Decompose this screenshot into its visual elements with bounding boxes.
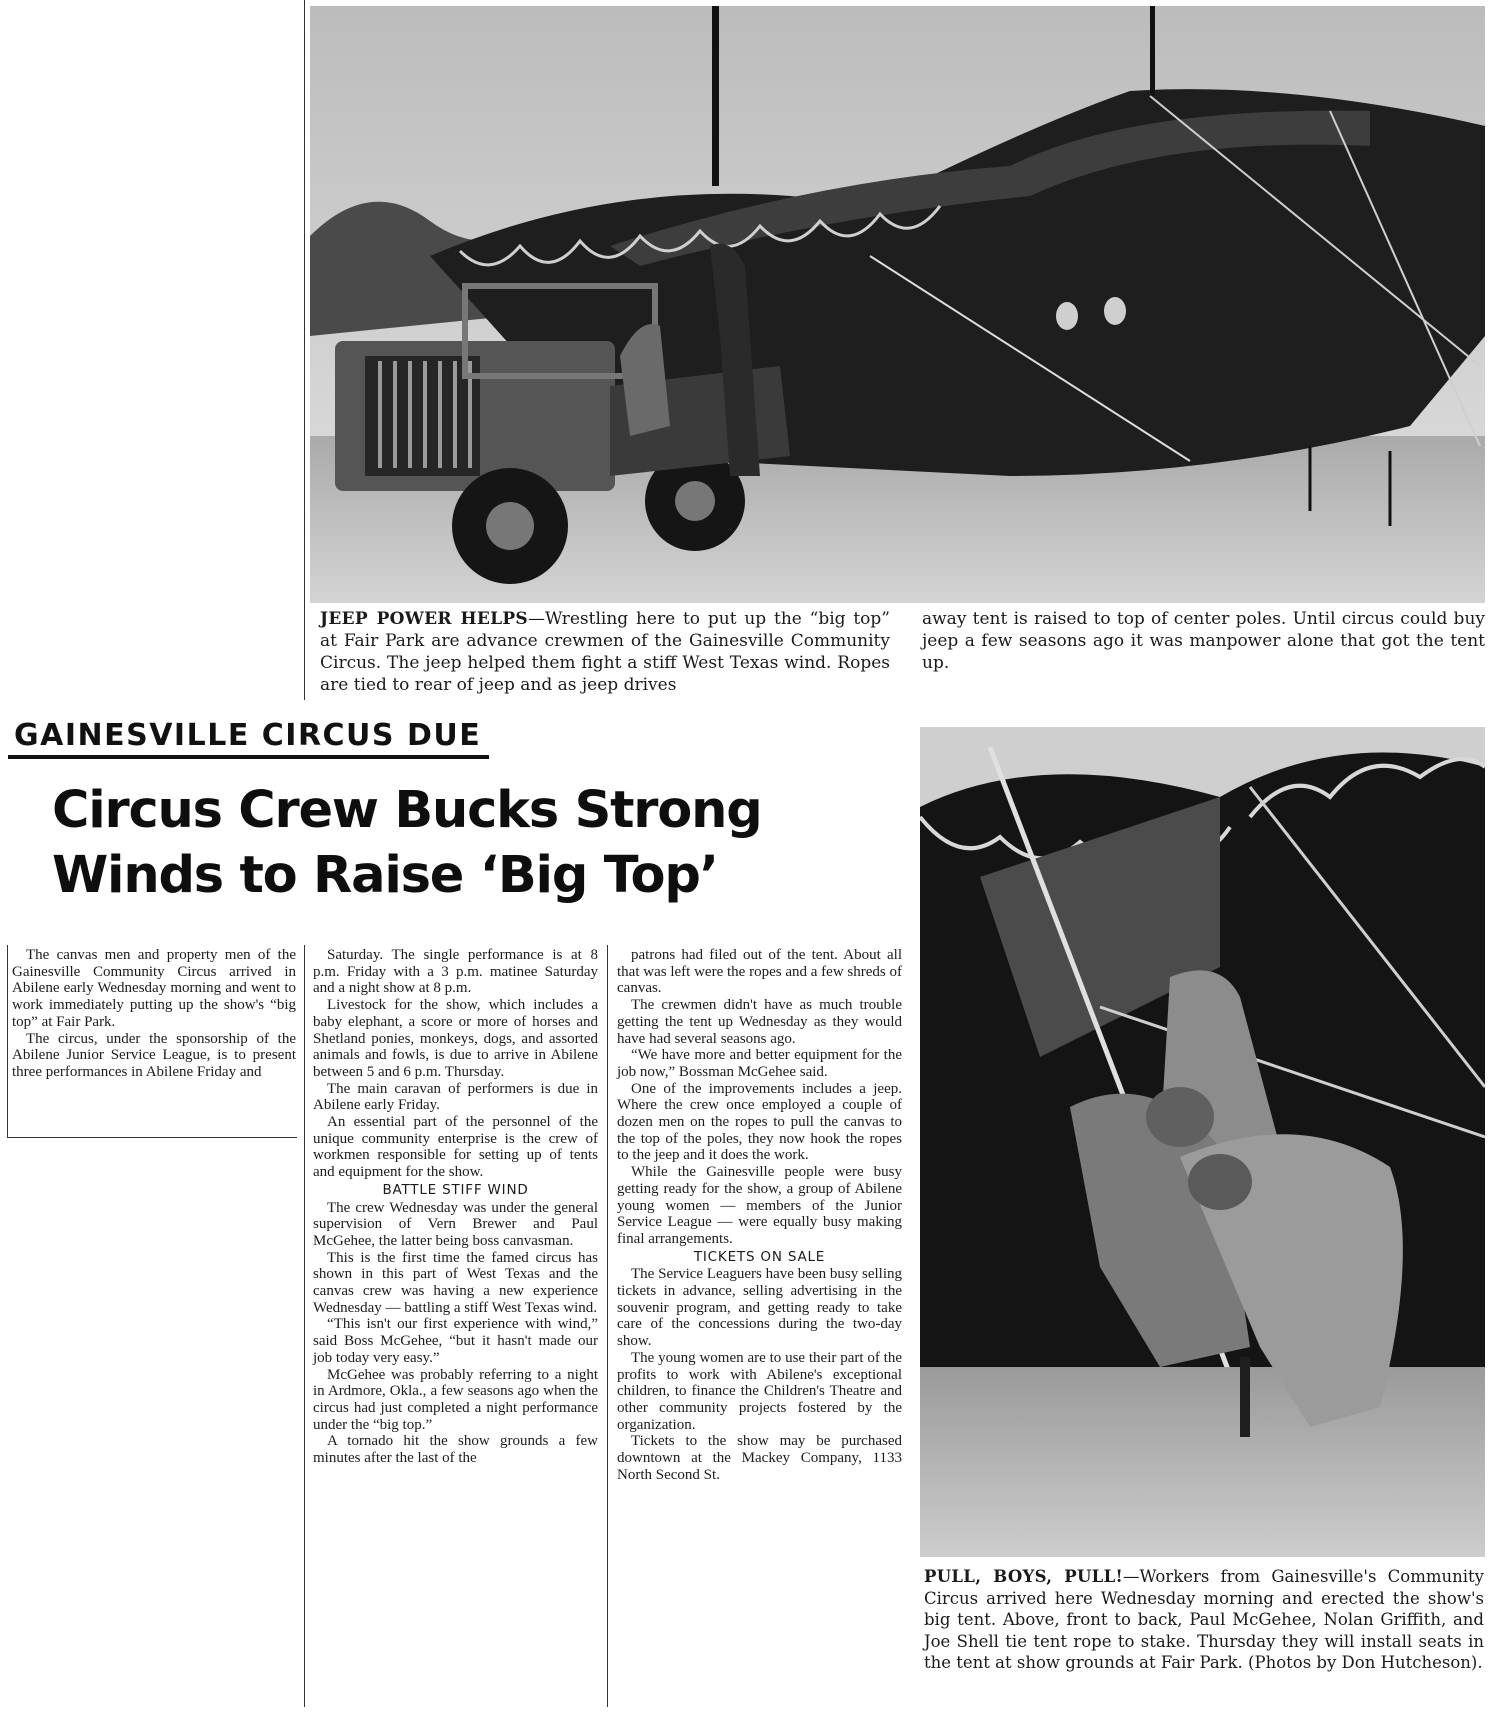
- col1-bottom-rule: [7, 1137, 297, 1138]
- caption-text-jeep-col2: away tent is raised to top of center poles. Until circus could buy jeep a few seasons ago it was manpower alone that got the tent up.: [922, 609, 1485, 673]
- kicker-block: [8, 718, 489, 759]
- jeep-photo-caption-continued: [922, 608, 1485, 674]
- col3-paragraph-8: Tickets to the show may be purchased downtown at the Mackey Company, 1133 North Second St.: [617, 1433, 902, 1483]
- headline-line-2: Winds to Raise ‘Big Top’: [52, 846, 718, 905]
- col1-paragraph-1: The canvas men and property men of the Gainesville Community Circus arrived in Abilene early Wednesday morning and went to work immediately putting up the show's “big top” at Fair Park.: [12, 947, 296, 1030]
- pull-boys-caption: [924, 1566, 1484, 1674]
- col2-paragraph-9: A tornado hit the show grounds a few minutes after the last of the: [313, 1433, 598, 1467]
- caption-text-jeep-col1: —Wrestling here to put up the “big top” at Fair Park are advance crewmen of the Gainesville Community Circus. The jeep helped them fight a stiff West Texas wind. Ropes are tied to rear of jeep and as jeep drives: [320, 609, 890, 695]
- col2-paragraph-5: The crew Wednesday was under the general supervision of Vern Brewer and Paul McGehee, the latter being boss canvasman.: [313, 1199, 598, 1249]
- left-column-rule: [304, 0, 305, 700]
- headline-line-1: Circus Crew Bucks Strong: [52, 781, 762, 840]
- col3-paragraph-3: “We have more and better equipment for the job now,” Bossman McGehee said.: [617, 1047, 902, 1080]
- article-column-1: [12, 947, 296, 1081]
- col3-paragraph-2: The crewmen didn't have as much trouble getting the tent up Wednesday as they would have had several seasons ago.: [617, 997, 902, 1047]
- col2-paragraph-7: “This isn't our first experience with wind,” said Boss McGehee, “but it hasn't made our job today very easy.”: [313, 1316, 598, 1366]
- col3-paragraph-6: The Service Leaguers have been busy selling tickets in advance, selling advertising in the souvenir program, and getting ready to take care of the concessions during the two-day show.: [617, 1266, 902, 1350]
- subhead-tickets-on-sale: TICKETS ON SALE: [693, 1248, 826, 1265]
- col2-paragraph-1: Saturday. The single performance is at 8 p.m. Friday with a 3 p.m. matinee Saturday and a night show at 8 p.m.: [313, 947, 598, 997]
- col3-paragraph-5: While the Gainesville people were busy getting ready for the show, a group of Abilene young women — members of the Junior Service League — were equally busy making final arrangements.: [617, 1164, 902, 1247]
- col2-paragraph-4: An essential part of the personnel of the unique community enterprise is the crew of workmen responsible for setting up of tents and equipment for the show.: [313, 1114, 598, 1181]
- col3-paragraph-7: The young women are to use their part of the profits to work with Abilene's exceptional children, to finance the Children's Theatre and other community projects fostered by the organization.: [617, 1349, 902, 1433]
- caption-lead-jeep: JEEP POWER HELPS: [320, 609, 528, 629]
- col2-paragraph-2: Livestock for the show, which includes a baby elephant, a score or more of horses and Shetland ponies, monkeys, dogs, and assorted animals and fowls, is due to arrive in Abilene between 5 and 6 p.m. Thursday.: [313, 997, 598, 1080]
- col2-paragraph-3: The main caravan of performers is due in Abilene early Friday.: [313, 1080, 598, 1114]
- col2-paragraph-6: This is the first time the famed circus has shown in this part of West Texas and the canvas crew was having a new experience Wednesday — battling a stiff West Texas wind.: [313, 1249, 598, 1316]
- col-rule-1: [304, 945, 305, 1707]
- col2-paragraph-8: McGehee was probably referring to a night in Ardmore, Okla., a few seasons ago when the circus had just completed a night performance under the “big top.”: [313, 1366, 598, 1433]
- kicker-title: GAINESVILLE CIRCUS DUE: [8, 718, 489, 759]
- col1-paragraph-2: The circus, under the sponsorship of the Abilene Junior Service League, is to present three performances in Abilene Friday and: [12, 1030, 296, 1080]
- jeep-tent-photo: [310, 6, 1485, 603]
- caption-text-pull: —Workers from Gainesville's Community Circus arrived here Wednesday morning and erected the show's big tent. Above, front to back, Paul McGehee, Nolan Griffith, and Joe Shell tie tent rope to stake. Thursday they will install seats in the tent at show grounds at Fair Park. (Photos by Don Hutcheson).: [924, 1567, 1484, 1672]
- article-column-2: [313, 947, 598, 1467]
- caption-lead-pull: PULL, BOYS, PULL!: [924, 1567, 1124, 1586]
- col3-paragraph-4: One of the improvements includes a jeep. Where the crew once employed a couple of dozen men on the ropes to pull the canvas to the top of the poles, they now hook the ropes to the jeep and it does the work.: [617, 1080, 902, 1164]
- col1-left-rule: [7, 945, 8, 1137]
- col-rule-2: [607, 945, 608, 1707]
- article-column-3: [617, 947, 902, 1484]
- jeep-photo-caption: [320, 608, 890, 696]
- col3-paragraph-1: patrons had filed out of the tent. About all that was left were the ropes and a few shreds of canvas.: [617, 947, 902, 997]
- subhead-battle-stiff-wind: BATTLE STIFF WIND: [382, 1181, 529, 1198]
- pull-boys-photo: [920, 727, 1485, 1557]
- headline: [52, 778, 912, 908]
